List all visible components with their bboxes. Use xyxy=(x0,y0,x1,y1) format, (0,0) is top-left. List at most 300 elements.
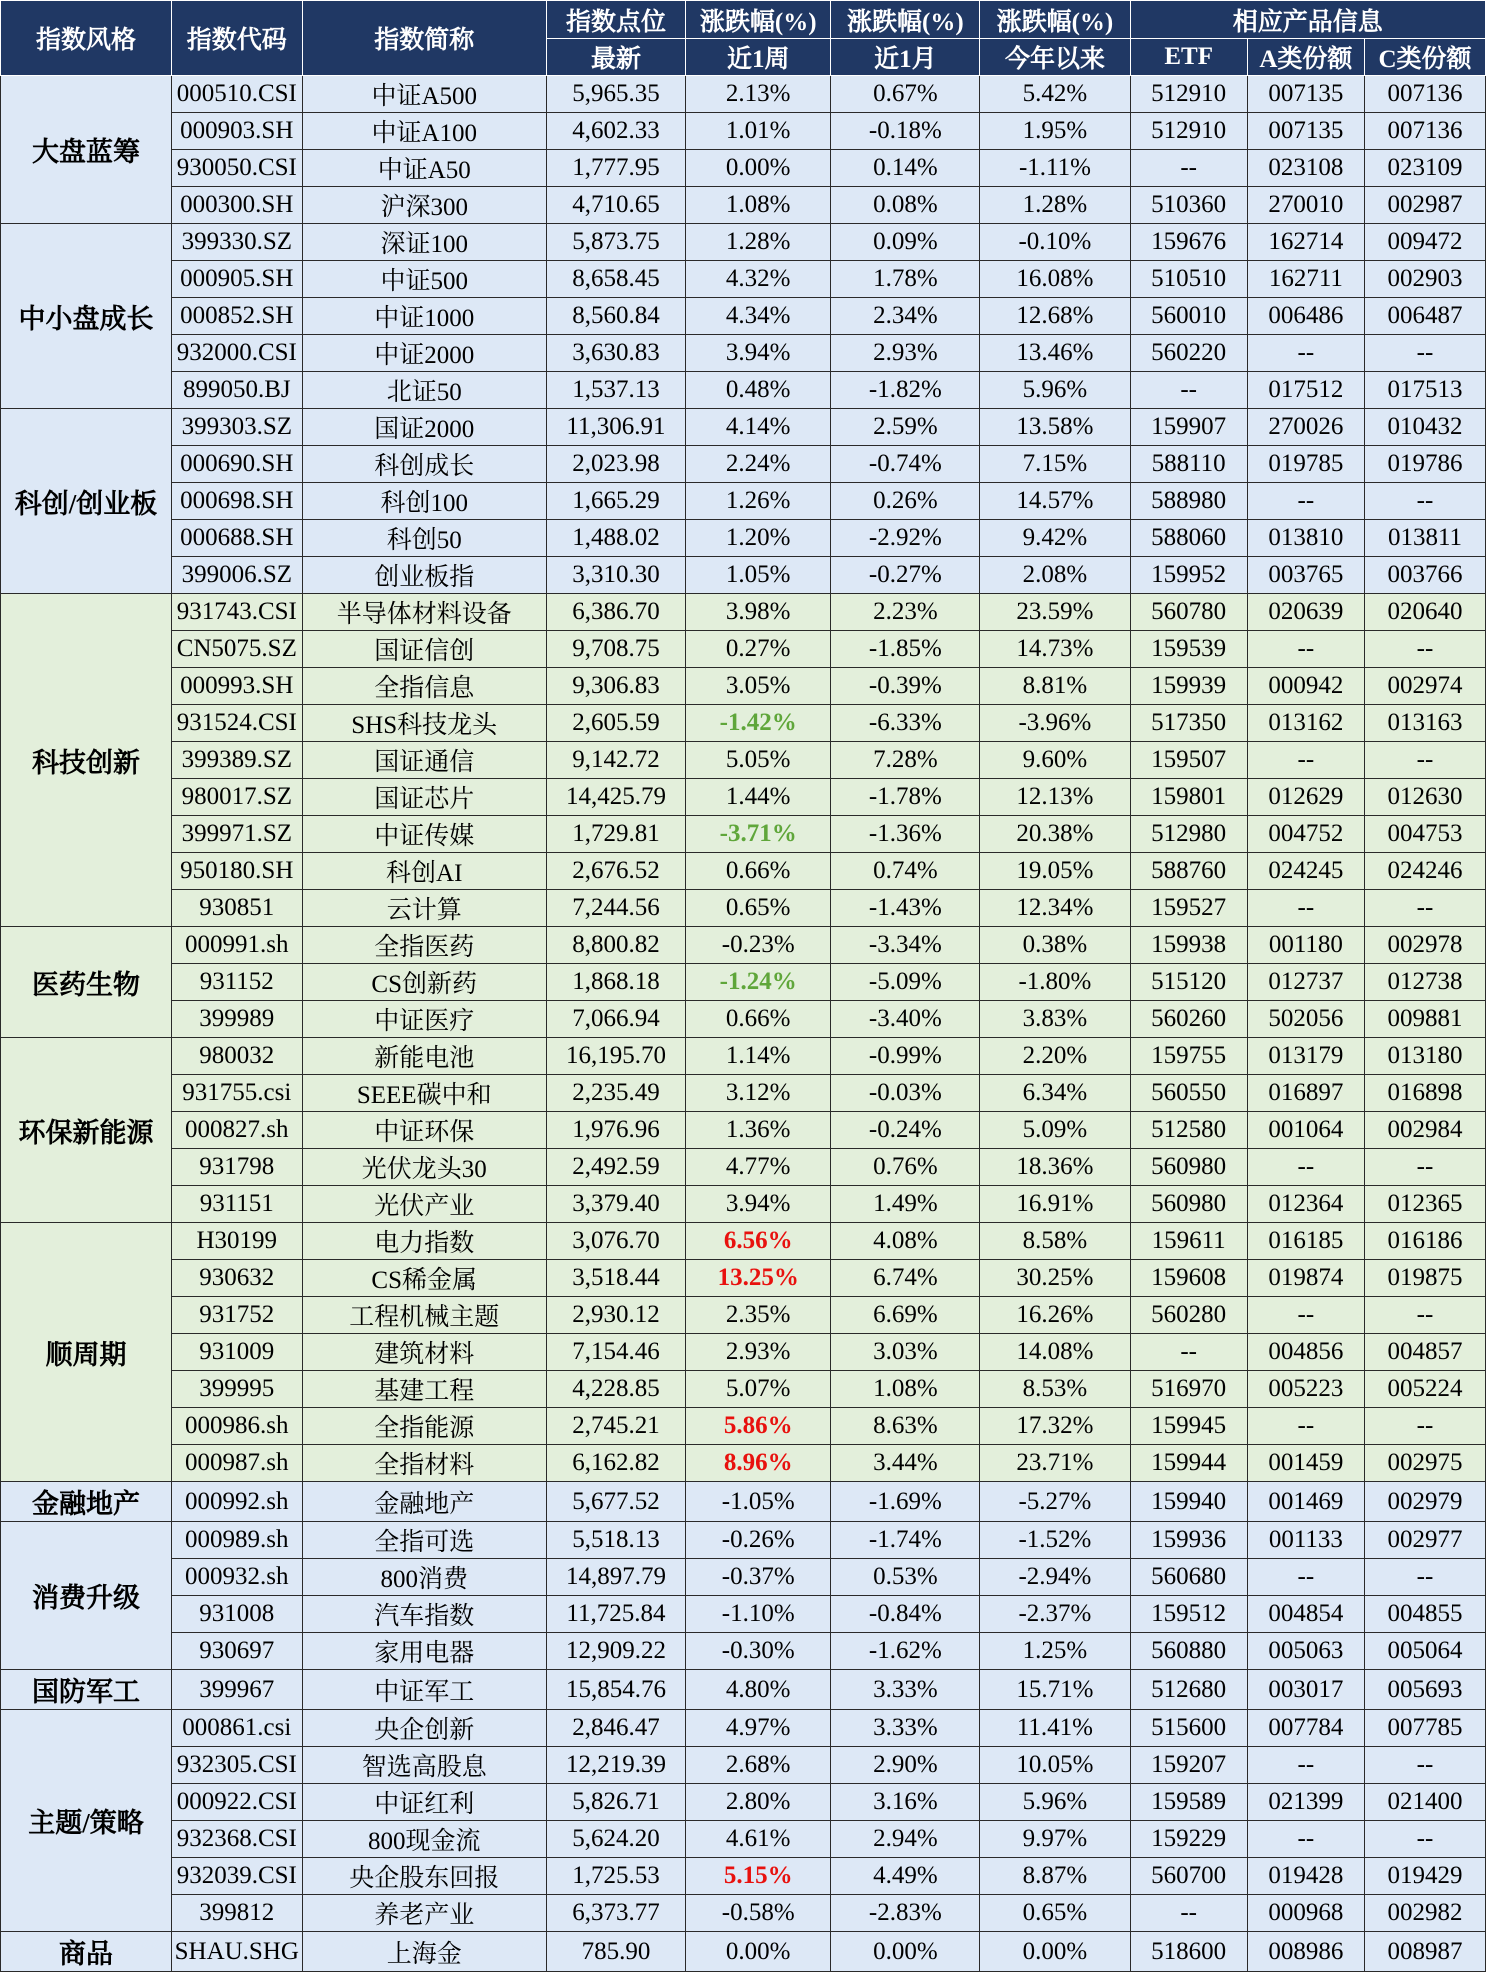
table-row xyxy=(1,76,1486,113)
c-share-code-cell: 021400 xyxy=(1364,1784,1485,1821)
c-share-code-cell: 002977 xyxy=(1364,1522,1485,1559)
ytd-change-cell: 13.58% xyxy=(980,409,1130,446)
a-share-code-cell: 000942 xyxy=(1247,668,1364,705)
etf-code-cell: 159952 xyxy=(1130,557,1247,594)
c-share-code-cell: 002987 xyxy=(1364,187,1485,224)
etf-code-cell: 517350 xyxy=(1130,705,1247,742)
header-ytd-change: 涨跌幅(%) xyxy=(980,1,1130,39)
index-code-cell: 000991.sh xyxy=(171,927,302,964)
index-code-cell: 930697 xyxy=(171,1633,302,1670)
ytd-change-cell: 5.42% xyxy=(980,76,1130,113)
index-name-cell: 建筑材料 xyxy=(302,1334,546,1371)
index-name-cell: 云计算 xyxy=(302,890,546,927)
month-change-cell: 2.34% xyxy=(831,298,980,335)
header-week: 近1周 xyxy=(686,39,831,76)
week-change-cell: -1.42% xyxy=(686,705,831,742)
style-group-cell: 中小盘成长 xyxy=(1,224,172,409)
index-name-cell: 央企股东回报 xyxy=(302,1858,546,1895)
table-row xyxy=(1,1747,1486,1784)
index-points-cell: 6,386.70 xyxy=(546,594,685,631)
header-code: 指数代码 xyxy=(171,1,302,76)
index-points-cell: 4,602.33 xyxy=(546,113,685,150)
month-change-cell: -1.36% xyxy=(831,816,980,853)
month-change-cell: -1.82% xyxy=(831,372,980,409)
index-points-cell: 3,076.70 xyxy=(546,1223,685,1260)
etf-code-cell: 159755 xyxy=(1130,1038,1247,1075)
c-share-code-cell: 002982 xyxy=(1364,1895,1485,1932)
index-points-cell: 5,518.13 xyxy=(546,1522,685,1559)
month-change-cell: 0.67% xyxy=(831,76,980,113)
index-points-cell: 9,142.72 xyxy=(546,742,685,779)
c-share-code-cell: 012365 xyxy=(1364,1186,1485,1223)
ytd-change-cell: 10.05% xyxy=(980,1747,1130,1784)
header-products: 相应产品信息 xyxy=(1130,1,1485,39)
etf-code-cell: 560220 xyxy=(1130,335,1247,372)
ytd-change-cell: 2.20% xyxy=(980,1038,1130,1075)
index-name-cell: 中证军工 xyxy=(302,1670,546,1710)
index-name-cell: 科创50 xyxy=(302,520,546,557)
a-share-code-cell: 021399 xyxy=(1247,1784,1364,1821)
table-row xyxy=(1,1445,1486,1482)
header-c-share: C类份额 xyxy=(1364,39,1485,76)
table-row xyxy=(1,1932,1486,1972)
week-change-cell: 3.12% xyxy=(686,1075,831,1112)
index-code-cell: 932305.CSI xyxy=(171,1747,302,1784)
month-change-cell: -1.43% xyxy=(831,890,980,927)
c-share-code-cell: -- xyxy=(1364,631,1485,668)
etf-code-cell: 515600 xyxy=(1130,1710,1247,1747)
week-change-cell: 3.98% xyxy=(686,594,831,631)
header-month: 近1月 xyxy=(831,39,980,76)
index-points-cell: 12,909.22 xyxy=(546,1633,685,1670)
style-group-cell: 金融地产 xyxy=(1,1482,172,1522)
ytd-change-cell: 18.36% xyxy=(980,1149,1130,1186)
index-name-cell: SEEE碳中和 xyxy=(302,1075,546,1112)
style-group-cell: 医药生物 xyxy=(1,927,172,1038)
week-change-cell: 1.36% xyxy=(686,1112,831,1149)
a-share-code-cell: 001180 xyxy=(1247,927,1364,964)
style-group-cell: 环保新能源 xyxy=(1,1038,172,1223)
a-share-code-cell: 012364 xyxy=(1247,1186,1364,1223)
index-name-cell: 全指可选 xyxy=(302,1522,546,1559)
a-share-code-cell: 003765 xyxy=(1247,557,1364,594)
index-points-cell: 1,488.02 xyxy=(546,520,685,557)
index-code-cell: 000827.sh xyxy=(171,1112,302,1149)
c-share-code-cell: 013180 xyxy=(1364,1038,1485,1075)
index-name-cell: 上海金 xyxy=(302,1932,546,1972)
week-change-cell: 2.24% xyxy=(686,446,831,483)
week-change-cell: -0.37% xyxy=(686,1559,831,1596)
index-code-cell: 000510.CSI xyxy=(171,76,302,113)
table-row xyxy=(1,261,1486,298)
c-share-code-cell: 002978 xyxy=(1364,927,1485,964)
etf-code-cell: 560260 xyxy=(1130,1001,1247,1038)
etf-code-cell: -- xyxy=(1130,1895,1247,1932)
etf-code-cell: 512680 xyxy=(1130,1670,1247,1710)
ytd-change-cell: 1.95% xyxy=(980,113,1130,150)
ytd-change-cell: 17.32% xyxy=(980,1408,1130,1445)
week-change-cell: 1.44% xyxy=(686,779,831,816)
ytd-change-cell: 8.87% xyxy=(980,1858,1130,1895)
week-change-cell: -0.58% xyxy=(686,1895,831,1932)
index-name-cell: 基建工程 xyxy=(302,1371,546,1408)
index-name-cell: 800消费 xyxy=(302,1559,546,1596)
index-points-cell: 3,518.44 xyxy=(546,1260,685,1297)
week-change-cell: -1.10% xyxy=(686,1596,831,1633)
index-name-cell: 央企创新 xyxy=(302,1710,546,1747)
index-code-cell: 000903.SH xyxy=(171,113,302,150)
week-change-cell: 1.28% xyxy=(686,224,831,261)
week-change-cell: 2.13% xyxy=(686,76,831,113)
table-row xyxy=(1,298,1486,335)
index-name-cell: SHS科技龙头 xyxy=(302,705,546,742)
index-name-cell: 新能电池 xyxy=(302,1038,546,1075)
style-group-cell: 主题/策略 xyxy=(1,1710,172,1932)
index-name-cell: 家用电器 xyxy=(302,1633,546,1670)
ytd-change-cell: 9.42% xyxy=(980,520,1130,557)
week-change-cell: 2.93% xyxy=(686,1334,831,1371)
c-share-code-cell: 005224 xyxy=(1364,1371,1485,1408)
ytd-change-cell: 23.59% xyxy=(980,594,1130,631)
index-name-cell: 中证A100 xyxy=(302,113,546,150)
a-share-code-cell: 004854 xyxy=(1247,1596,1364,1633)
table-row xyxy=(1,1596,1486,1633)
a-share-code-cell: -- xyxy=(1247,1408,1364,1445)
ytd-change-cell: 5.09% xyxy=(980,1112,1130,1149)
index-name-cell: 工程机械主题 xyxy=(302,1297,546,1334)
table-row xyxy=(1,483,1486,520)
index-points-cell: 3,379.40 xyxy=(546,1186,685,1223)
a-share-code-cell: 005063 xyxy=(1247,1633,1364,1670)
ytd-change-cell: 23.71% xyxy=(980,1445,1130,1482)
table-row xyxy=(1,779,1486,816)
index-name-cell: 中证500 xyxy=(302,261,546,298)
etf-code-cell: 159676 xyxy=(1130,224,1247,261)
index-code-cell: CN5075.SZ xyxy=(171,631,302,668)
a-share-code-cell: 020639 xyxy=(1247,594,1364,631)
week-change-cell: 0.48% xyxy=(686,372,831,409)
etf-code-cell: 560680 xyxy=(1130,1559,1247,1596)
etf-code-cell: 560980 xyxy=(1130,1186,1247,1223)
week-change-cell: 0.27% xyxy=(686,631,831,668)
header-style: 指数风格 xyxy=(1,1,172,76)
etf-code-cell: 560280 xyxy=(1130,1297,1247,1334)
table-row xyxy=(1,372,1486,409)
index-name-cell: 国证芯片 xyxy=(302,779,546,816)
table-row xyxy=(1,631,1486,668)
index-code-cell: 000986.sh xyxy=(171,1408,302,1445)
week-change-cell: 4.32% xyxy=(686,261,831,298)
month-change-cell: 1.78% xyxy=(831,261,980,298)
etf-code-cell: 159940 xyxy=(1130,1482,1247,1522)
index-points-cell: 15,854.76 xyxy=(546,1670,685,1710)
index-name-cell: 中证1000 xyxy=(302,298,546,335)
a-share-code-cell: 013179 xyxy=(1247,1038,1364,1075)
month-change-cell: 0.09% xyxy=(831,224,980,261)
a-share-code-cell: 001133 xyxy=(1247,1522,1364,1559)
index-points-cell: 3,310.30 xyxy=(546,557,685,594)
a-share-code-cell: -- xyxy=(1247,1297,1364,1334)
etf-code-cell: 159589 xyxy=(1130,1784,1247,1821)
etf-code-cell: 159907 xyxy=(1130,409,1247,446)
index-name-cell: 中证传媒 xyxy=(302,816,546,853)
week-change-cell: 4.61% xyxy=(686,1821,831,1858)
table-row xyxy=(1,335,1486,372)
week-change-cell: -1.05% xyxy=(686,1482,831,1522)
c-share-code-cell: 007136 xyxy=(1364,76,1485,113)
index-name-cell: 中证红利 xyxy=(302,1784,546,1821)
index-points-cell: 7,244.56 xyxy=(546,890,685,927)
table-row xyxy=(1,594,1486,631)
index-points-cell: 4,228.85 xyxy=(546,1371,685,1408)
index-points-cell: 2,846.47 xyxy=(546,1710,685,1747)
c-share-code-cell: 019875 xyxy=(1364,1260,1485,1297)
c-share-code-cell: 019786 xyxy=(1364,446,1485,483)
c-share-code-cell: -- xyxy=(1364,890,1485,927)
table-row xyxy=(1,927,1486,964)
index-name-cell: 全指材料 xyxy=(302,1445,546,1482)
month-change-cell: 0.00% xyxy=(831,1932,980,1972)
table-row xyxy=(1,853,1486,890)
table-row xyxy=(1,1633,1486,1670)
table-row xyxy=(1,1858,1486,1895)
table-row xyxy=(1,1482,1486,1522)
month-change-cell: 0.74% xyxy=(831,853,980,890)
index-code-cell: 932000.CSI xyxy=(171,335,302,372)
c-share-code-cell: 009881 xyxy=(1364,1001,1485,1038)
month-change-cell: 2.93% xyxy=(831,335,980,372)
etf-code-cell: 159936 xyxy=(1130,1522,1247,1559)
index-name-cell: 深证100 xyxy=(302,224,546,261)
week-change-cell: -0.30% xyxy=(686,1633,831,1670)
etf-code-cell: 510360 xyxy=(1130,187,1247,224)
month-change-cell: -6.33% xyxy=(831,705,980,742)
ytd-change-cell: 14.73% xyxy=(980,631,1130,668)
index-code-cell: 000989.sh xyxy=(171,1522,302,1559)
month-change-cell: -0.84% xyxy=(831,1596,980,1633)
week-change-cell: 13.25% xyxy=(686,1260,831,1297)
a-share-code-cell: 004752 xyxy=(1247,816,1364,853)
index-name-cell: 全指能源 xyxy=(302,1408,546,1445)
ytd-change-cell: 16.91% xyxy=(980,1186,1130,1223)
c-share-code-cell: -- xyxy=(1364,742,1485,779)
index-points-cell: 8,800.82 xyxy=(546,927,685,964)
index-points-cell: 2,023.98 xyxy=(546,446,685,483)
table-row xyxy=(1,1112,1486,1149)
week-change-cell: 2.35% xyxy=(686,1297,831,1334)
ytd-change-cell: -1.80% xyxy=(980,964,1130,1001)
index-points-cell: 1,976.96 xyxy=(546,1112,685,1149)
table-row xyxy=(1,224,1486,261)
week-change-cell: -0.23% xyxy=(686,927,831,964)
ytd-change-cell: 3.83% xyxy=(980,1001,1130,1038)
index-points-cell: 785.90 xyxy=(546,1932,685,1972)
ytd-change-cell: 12.68% xyxy=(980,298,1130,335)
a-share-code-cell: 001469 xyxy=(1247,1482,1364,1522)
a-share-code-cell: 013810 xyxy=(1247,520,1364,557)
ytd-change-cell: -2.37% xyxy=(980,1596,1130,1633)
index-name-cell: 创业板指 xyxy=(302,557,546,594)
index-name-cell: 光伏龙头30 xyxy=(302,1149,546,1186)
week-change-cell: 3.94% xyxy=(686,335,831,372)
ytd-change-cell: 5.96% xyxy=(980,1784,1130,1821)
a-share-code-cell: 003017 xyxy=(1247,1670,1364,1710)
c-share-code-cell: -- xyxy=(1364,1559,1485,1596)
month-change-cell: -0.39% xyxy=(831,668,980,705)
a-share-code-cell: -- xyxy=(1247,1821,1364,1858)
index-points-cell: 4,710.65 xyxy=(546,187,685,224)
index-points-cell: 8,658.45 xyxy=(546,261,685,298)
c-share-code-cell: 020640 xyxy=(1364,594,1485,631)
month-change-cell: 3.03% xyxy=(831,1334,980,1371)
ytd-change-cell: 7.15% xyxy=(980,446,1130,483)
a-share-code-cell: 001459 xyxy=(1247,1445,1364,1482)
index-code-cell: SHAU.SHG xyxy=(171,1932,302,1972)
c-share-code-cell: 005693 xyxy=(1364,1670,1485,1710)
index-name-cell: CS创新药 xyxy=(302,964,546,1001)
etf-code-cell: 560980 xyxy=(1130,1149,1247,1186)
a-share-code-cell: -- xyxy=(1247,742,1364,779)
header-month-change: 涨跌幅(%) xyxy=(831,1,980,39)
table-row xyxy=(1,1371,1486,1408)
week-change-cell: 1.20% xyxy=(686,520,831,557)
week-change-cell: 0.66% xyxy=(686,1001,831,1038)
index-points-cell: 5,873.75 xyxy=(546,224,685,261)
month-change-cell: -0.99% xyxy=(831,1038,980,1075)
week-change-cell: 4.77% xyxy=(686,1149,831,1186)
a-share-code-cell: 013162 xyxy=(1247,705,1364,742)
index-code-cell: 930632 xyxy=(171,1260,302,1297)
index-points-cell: 7,154.46 xyxy=(546,1334,685,1371)
index-code-cell: 000932.sh xyxy=(171,1559,302,1596)
c-share-code-cell: 002975 xyxy=(1364,1445,1485,1482)
week-change-cell: 0.66% xyxy=(686,853,831,890)
ytd-change-cell: 6.34% xyxy=(980,1075,1130,1112)
etf-code-cell: 159944 xyxy=(1130,1445,1247,1482)
ytd-change-cell: 1.25% xyxy=(980,1633,1130,1670)
style-group-cell: 科技创新 xyxy=(1,594,172,927)
ytd-change-cell: 15.71% xyxy=(980,1670,1130,1710)
a-share-code-cell: 007784 xyxy=(1247,1710,1364,1747)
index-name-cell: 中证2000 xyxy=(302,335,546,372)
c-share-code-cell: 005064 xyxy=(1364,1633,1485,1670)
c-share-code-cell: 007136 xyxy=(1364,113,1485,150)
ytd-change-cell: 12.34% xyxy=(980,890,1130,927)
etf-code-cell: 560880 xyxy=(1130,1633,1247,1670)
etf-code-cell: 159539 xyxy=(1130,631,1247,668)
week-change-cell: 2.68% xyxy=(686,1747,831,1784)
month-change-cell: -2.92% xyxy=(831,520,980,557)
table-row xyxy=(1,1260,1486,1297)
month-change-cell: -0.27% xyxy=(831,557,980,594)
week-change-cell: 2.80% xyxy=(686,1784,831,1821)
etf-code-cell: 159608 xyxy=(1130,1260,1247,1297)
week-change-cell: 5.07% xyxy=(686,1371,831,1408)
index-code-cell: 931755.csi xyxy=(171,1075,302,1112)
month-change-cell: 0.76% xyxy=(831,1149,980,1186)
index-code-cell: 399330.SZ xyxy=(171,224,302,261)
index-points-cell: 5,677.52 xyxy=(546,1482,685,1522)
index-code-cell: 931752 xyxy=(171,1297,302,1334)
month-change-cell: 8.63% xyxy=(831,1408,980,1445)
index-code-cell: 950180.SH xyxy=(171,853,302,890)
style-group-cell: 消费升级 xyxy=(1,1522,172,1670)
index-points-cell: 12,219.39 xyxy=(546,1747,685,1784)
week-change-cell: 4.14% xyxy=(686,409,831,446)
index-name-cell: 国证2000 xyxy=(302,409,546,446)
index-code-cell: 000688.SH xyxy=(171,520,302,557)
index-code-cell: 931152 xyxy=(171,964,302,1001)
week-change-cell: 4.34% xyxy=(686,298,831,335)
c-share-code-cell: 013811 xyxy=(1364,520,1485,557)
c-share-code-cell: 023109 xyxy=(1364,150,1485,187)
index-name-cell: 光伏产业 xyxy=(302,1186,546,1223)
header-row-top xyxy=(1,1,1486,39)
index-code-cell: 980017.SZ xyxy=(171,779,302,816)
table-row xyxy=(1,890,1486,927)
a-share-code-cell: 008986 xyxy=(1247,1932,1364,1972)
ytd-change-cell: 20.38% xyxy=(980,816,1130,853)
etf-code-cell: 512910 xyxy=(1130,76,1247,113)
a-share-code-cell: -- xyxy=(1247,335,1364,372)
index-code-cell: 899050.BJ xyxy=(171,372,302,409)
index-points-cell: 2,605.59 xyxy=(546,705,685,742)
table-row xyxy=(1,1895,1486,1932)
index-name-cell: 科创100 xyxy=(302,483,546,520)
table-row xyxy=(1,1670,1486,1710)
etf-code-cell: 159229 xyxy=(1130,1821,1247,1858)
a-share-code-cell: 023108 xyxy=(1247,150,1364,187)
week-change-cell: 0.00% xyxy=(686,1932,831,1972)
index-points-cell: 2,492.59 xyxy=(546,1149,685,1186)
c-share-code-cell: 008987 xyxy=(1364,1932,1485,1972)
month-change-cell: 3.33% xyxy=(831,1670,980,1710)
table-row xyxy=(1,1186,1486,1223)
etf-code-cell: 512980 xyxy=(1130,816,1247,853)
etf-code-cell: 159938 xyxy=(1130,927,1247,964)
etf-code-cell: 159801 xyxy=(1130,779,1247,816)
ytd-change-cell: 0.65% xyxy=(980,1895,1130,1932)
index-points-cell: 5,624.20 xyxy=(546,1821,685,1858)
index-points-cell: 9,708.75 xyxy=(546,631,685,668)
index-name-cell: 中证A500 xyxy=(302,76,546,113)
a-share-code-cell: 005223 xyxy=(1247,1371,1364,1408)
table-row xyxy=(1,964,1486,1001)
etf-code-cell: 560700 xyxy=(1130,1858,1247,1895)
c-share-code-cell: -- xyxy=(1364,1821,1485,1858)
ytd-change-cell: -1.52% xyxy=(980,1522,1130,1559)
week-change-cell: 6.56% xyxy=(686,1223,831,1260)
etf-code-cell: 588980 xyxy=(1130,483,1247,520)
ytd-change-cell: 5.96% xyxy=(980,372,1130,409)
index-name-cell: 全指医药 xyxy=(302,927,546,964)
ytd-change-cell: 8.58% xyxy=(980,1223,1130,1260)
month-change-cell: 1.49% xyxy=(831,1186,980,1223)
ytd-change-cell: 19.05% xyxy=(980,853,1130,890)
index-name-cell: 中证医疗 xyxy=(302,1001,546,1038)
ytd-change-cell: 30.25% xyxy=(980,1260,1130,1297)
index-name-cell: 中证A50 xyxy=(302,150,546,187)
table-row xyxy=(1,409,1486,446)
month-change-cell: 0.26% xyxy=(831,483,980,520)
index-code-cell: 931743.CSI xyxy=(171,594,302,631)
etf-code-cell: 560010 xyxy=(1130,298,1247,335)
ytd-change-cell: -5.27% xyxy=(980,1482,1130,1522)
index-points-cell: 2,676.52 xyxy=(546,853,685,890)
index-points-cell: 6,162.82 xyxy=(546,1445,685,1482)
a-share-code-cell: 000968 xyxy=(1247,1895,1364,1932)
c-share-code-cell: 004855 xyxy=(1364,1596,1485,1633)
